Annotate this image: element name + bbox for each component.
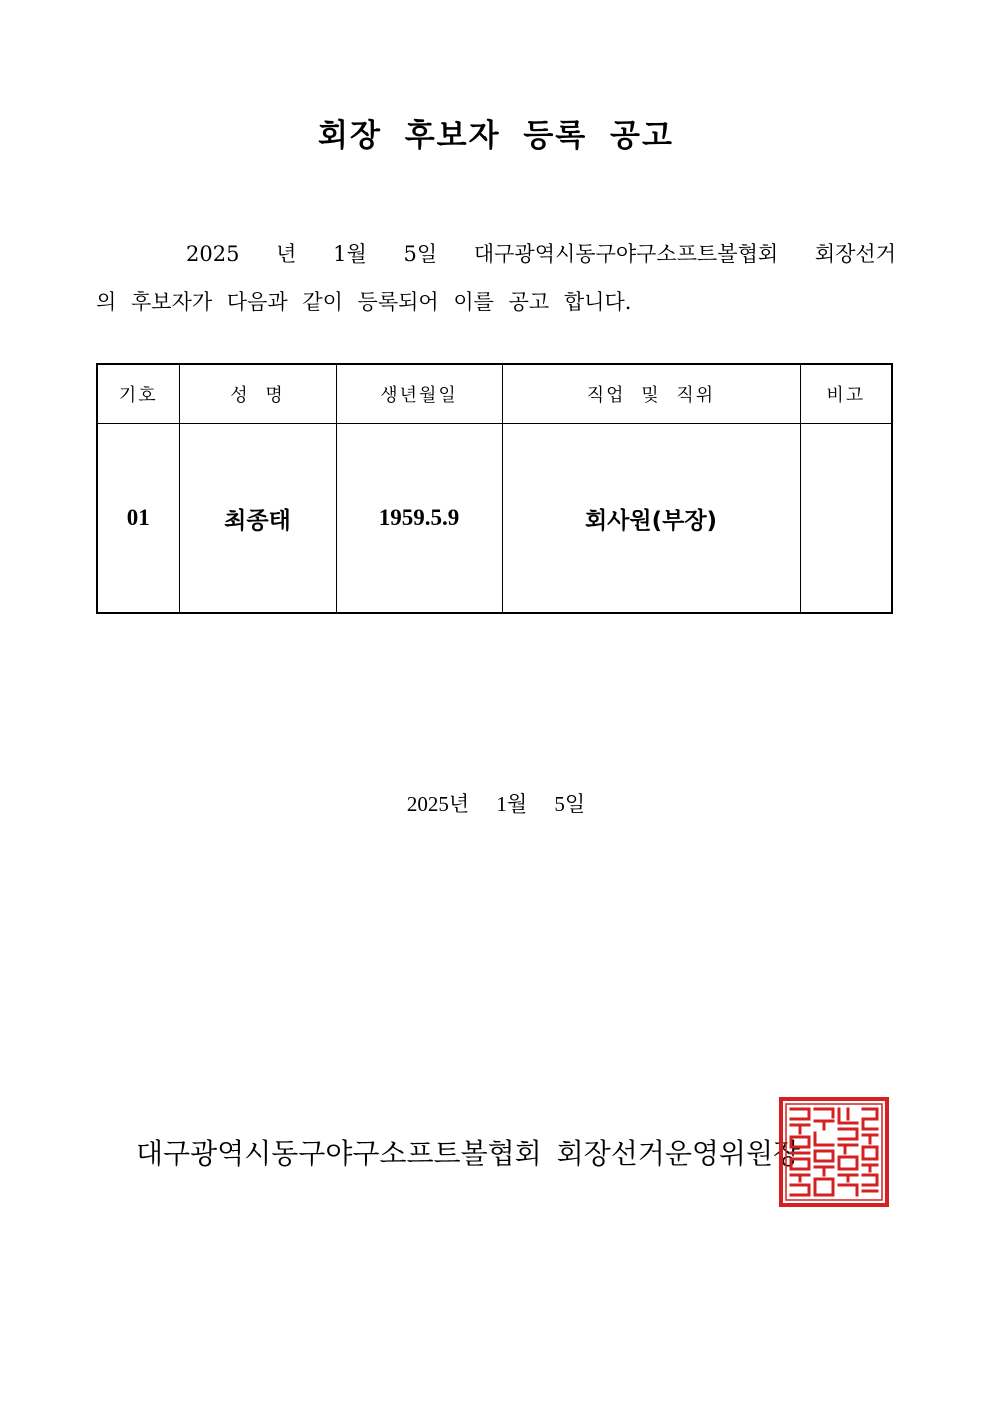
header-occupation: 직업 및 직위 (502, 364, 800, 424)
notice-title: 회장 후보자 등록 공고 (318, 118, 674, 154)
notice-date: 2025년 1월 5일 (406, 792, 586, 816)
cell-birthdate: 1959.5.9 (336, 424, 502, 614)
cell-name: 최종태 (179, 424, 336, 614)
notice-paragraph-line-2: 의 후보자가 다음과 같이 등록되어 이를 공고 합니다. (96, 290, 632, 314)
table-header-row (97, 364, 892, 424)
signer-name: 대구광역시동구야구소프트볼협회 회장선거운영위원장 (136, 1137, 801, 1170)
cell-note (800, 424, 892, 614)
candidate-table (96, 363, 893, 614)
header-birthdate: 생년월일 (336, 364, 502, 424)
table-row (97, 424, 892, 614)
notice-paragraph-line-1: 2025 년 1월 5일 대구광역시동구야구소프트볼협회 회장선거 (186, 242, 896, 266)
notice-paragraph (96, 230, 896, 326)
header-note: 비고 (800, 364, 892, 424)
cell-number: 01 (97, 424, 179, 614)
official-seal-icon (779, 1097, 889, 1207)
header-number: 기호 (97, 364, 179, 424)
header-name: 성 명 (179, 364, 336, 424)
cell-occupation: 회사원(부장) (502, 424, 800, 614)
